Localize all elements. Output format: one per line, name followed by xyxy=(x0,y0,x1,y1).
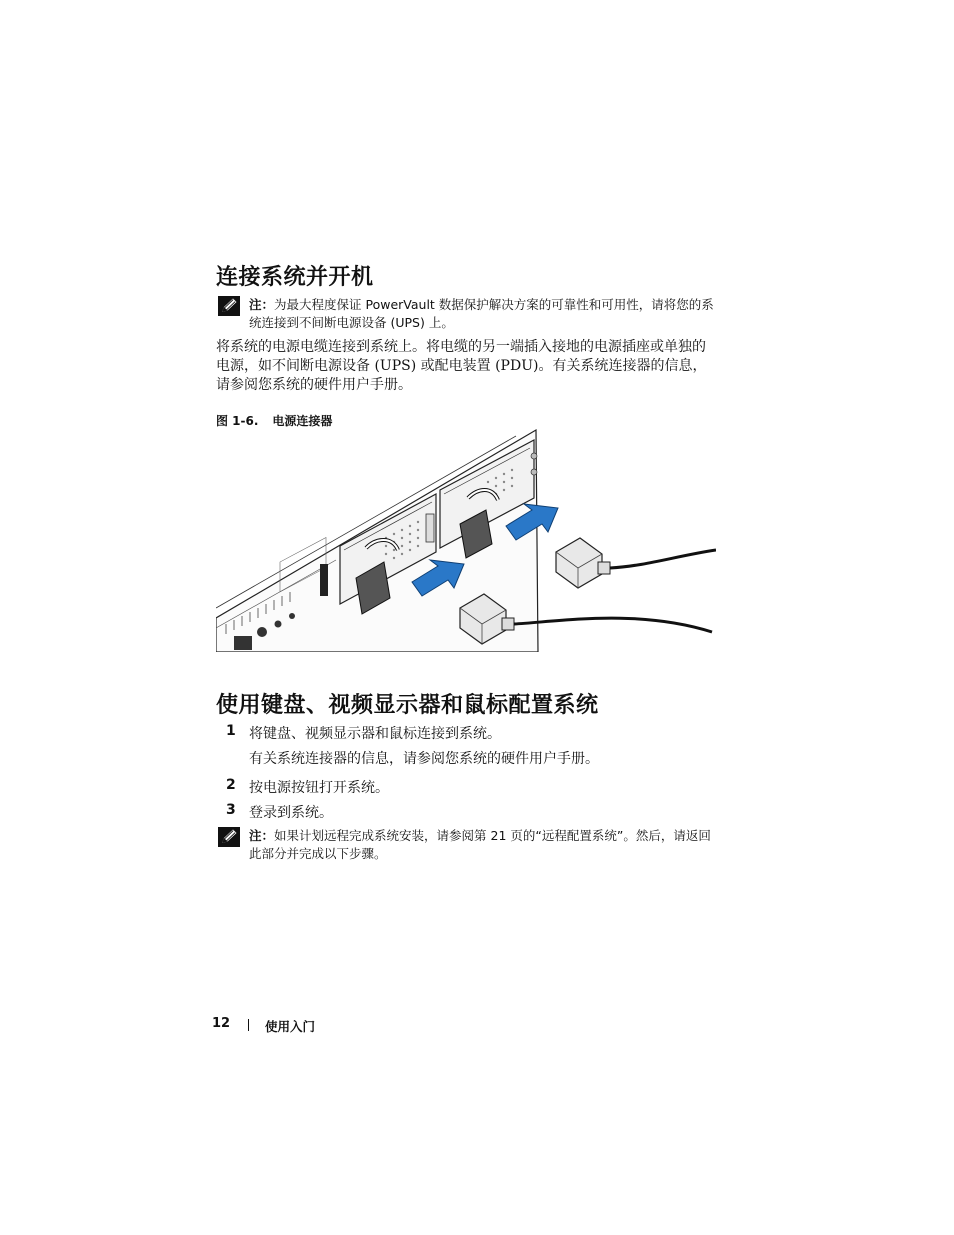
step-number: 3 xyxy=(226,802,236,818)
page-number: 12 xyxy=(212,1016,231,1031)
step-text: 按电源按钮打开系统。 xyxy=(249,780,389,796)
figure-number: 图 1-6. xyxy=(216,414,259,428)
pencil-note-icon xyxy=(218,296,240,316)
step-text: 将键盘、视频显示器和鼠标连接到系统。 xyxy=(249,726,501,742)
figure-title: 电源连接器 xyxy=(272,414,333,428)
figure-caption xyxy=(216,412,332,429)
section-heading-connect: 连接系统并开机 xyxy=(216,265,374,290)
footer-section-title: 使用入门 xyxy=(265,1019,316,1034)
power-connector-illustration xyxy=(216,428,716,652)
step-subtext: 有关系统连接器的信息，请参阅您系统的硬件用户手册。 xyxy=(249,751,599,767)
footer-separator xyxy=(248,1019,249,1031)
note-text: 如果计划远程完成系统安装，请参阅第 21 页的“远程配置系统”。然后，请返回此部分并完成以下步骤。 xyxy=(249,828,711,861)
note-remote-setup xyxy=(249,827,714,863)
note-label: 注： xyxy=(249,297,275,312)
power-cable-paragraph: 将系统的电源电缆连接到系统上。将电缆的另一端插入接地的电源插座或单独的电源，如不间断电源设备 (UPS) 或配电装置 (PDU)。有关系统连接器的信息，请参阅您系统的硬件用户手册。 xyxy=(216,339,707,393)
section-heading-kvm-setup: 使用键盘、视频显示器和鼠标配置系统 xyxy=(216,693,599,718)
step-number: 1 xyxy=(226,723,236,739)
pencil-note-icon xyxy=(218,827,240,847)
step-number: 2 xyxy=(226,777,236,793)
note-text: 为最大程度保证 PowerVault 数据保护解决方案的可靠性和可用性，请将您的系统连接到不间断电源设备 (UPS) 上。 xyxy=(249,297,714,330)
note-ups xyxy=(249,296,719,332)
step-text: 登录到系统。 xyxy=(249,805,333,821)
note-label: 注： xyxy=(249,828,275,843)
